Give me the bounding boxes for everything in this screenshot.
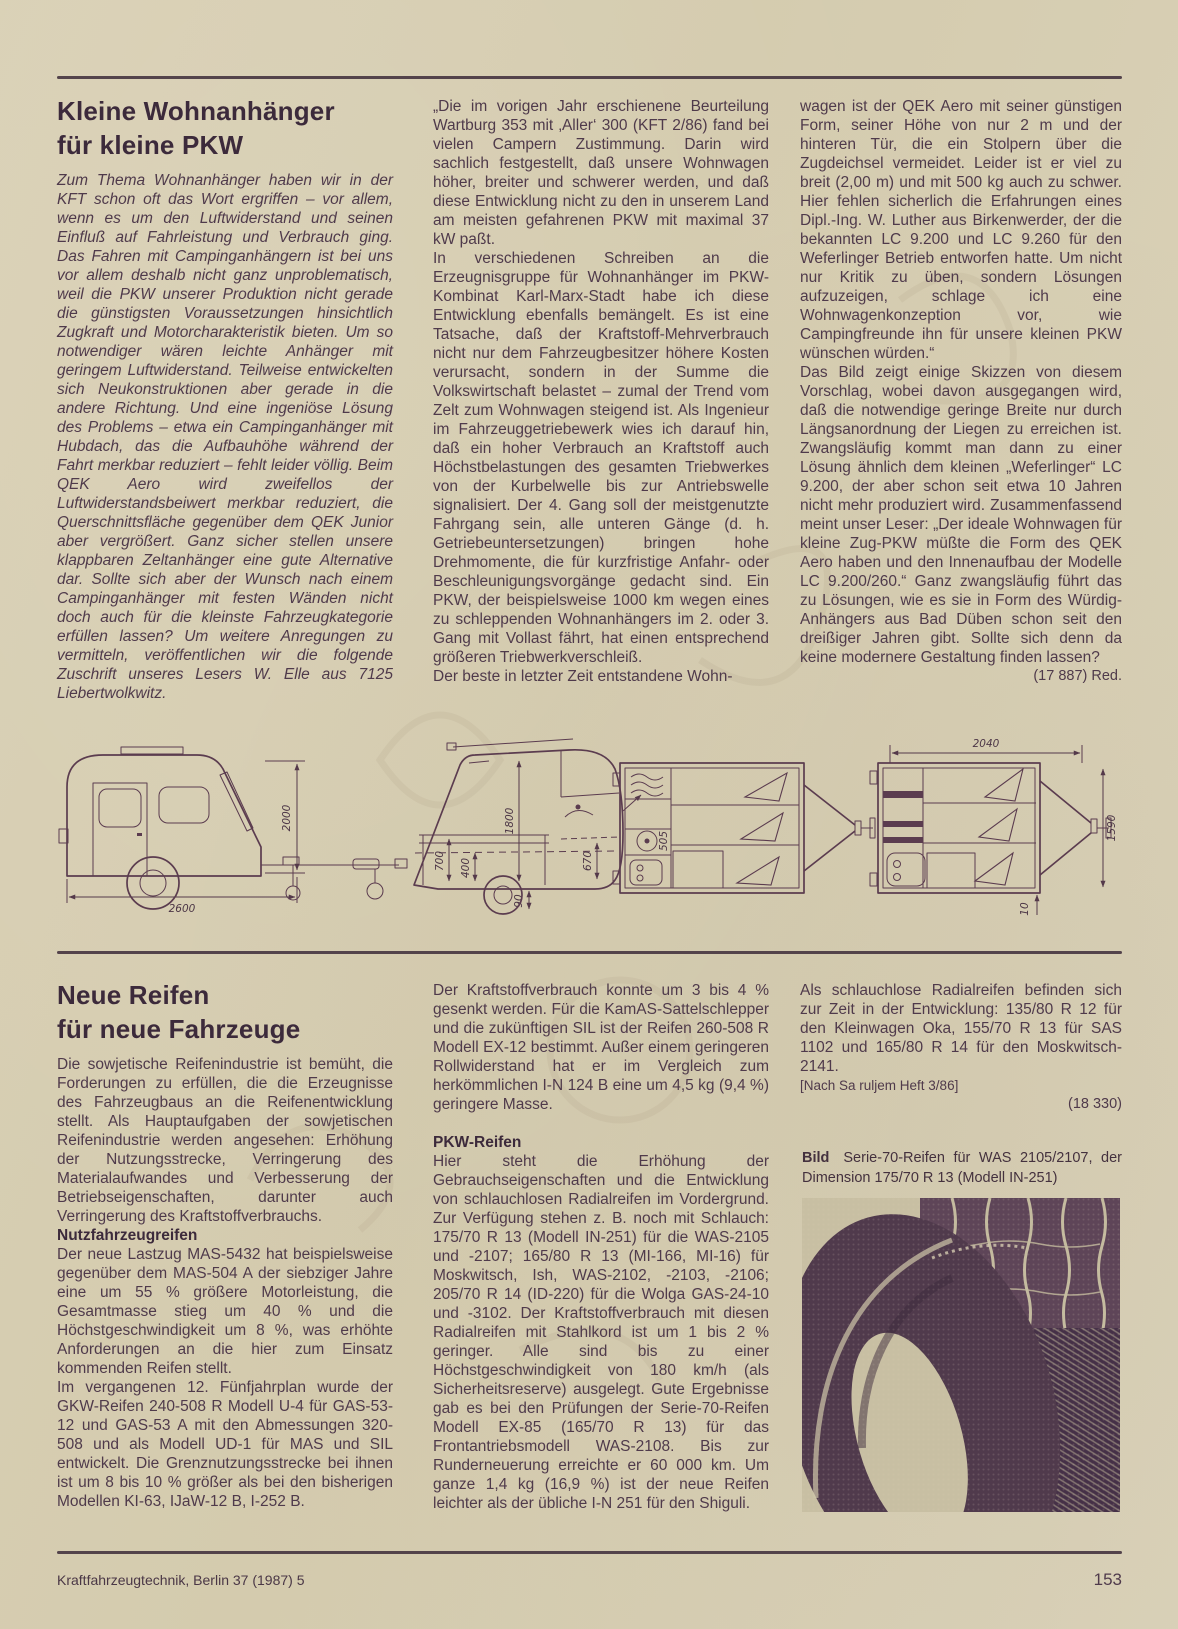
article2-title-line1: Neue Reifen [57, 980, 210, 1010]
article1-title-line1: Kleine Wohnanhänger [57, 96, 335, 126]
tire-photo [802, 1198, 1120, 1512]
journal-imprint: Kraftfahrzeugtechnik, Berlin 37 (1987) 5 [57, 1572, 305, 1588]
page-number: 153 [1093, 1570, 1122, 1589]
article2-column-2 [433, 981, 769, 1513]
drawing-floorplan-middle [613, 763, 875, 893]
page-footer [57, 1570, 1122, 1590]
article2-subhead-pkw-reifen: PKW-Reifen [433, 1134, 522, 1151]
article1-credit: (17 887) Red. [1033, 668, 1122, 684]
article2-column-1 [57, 978, 393, 1511]
drawing-floorplan-top-view [870, 738, 1118, 916]
article1-title [57, 94, 393, 162]
article2-col3-paragraph-1: Als schlauchlose Radialreifen befinden sich zur Zeit in der Entwicklung: 135/80 R 12 für den Kleinwagen Oka, 155/70 R 13 für SAS 1102 und 165/80 R 14 für den Moskwitsch-2141. [800, 982, 1122, 1075]
photo-caption [802, 1148, 1122, 1188]
article1-col2-paragraph-2: In verschiedenen Schreiben an die Erzeugnisgruppe für Wohnanhänger im PKW-Kombinat Karl-Marx-Stadt habe ich diese Entwicklung ebenfalls bemängelt. Es ist eine Tatsache, daß der Kraftstoff-Mehrverbrauch nicht nur dem Fahrzeugbesitzer höhere Kosten verursacht, sondern in der Summe die Volkswirtschaft belastet – zumal der Trend vom Zelt zum Wohnwagen steigend ist. Als Ingenieur im Fahrzeuggetriebewerk wies ich darauf hin, daß ein hoher Verbrauch an Kraftstoff auch Höchstbelastungen des gesamten Triebwerkes von der Kurbelwelle bis zur Antriebswelle signalisiert. Der 4. Gang soll der meistgenutzte Fahrgang sein, alle unteren Gänge (d. h. Getriebeuntersetzungen) bringen hohe Drehmomente, die für kurzfristige Anfahr- oder Beschleunigungsvorgänge gedacht sind. Ein PKW, der beispielsweise 1000 km wegen eines zu schleppenden Wohnanhängers im 2. oder 3. Gang mit Vollast fährt, hat einen entsprechend größeren Triebwerkverschleiß. [433, 250, 769, 666]
drawing-caravan-side-view [59, 747, 407, 915]
drawing-caravan-cutaway [414, 739, 641, 914]
article2-source: [Nach Sa ruljem Heft 3/86] [800, 1078, 959, 1093]
article2-col2-paragraph-2: Hier steht die Erhöhung der Gebrauchseigenschaften und die Entwicklung von schlauchlosen Radialreifen im Vordergrund. Zur Verfügung stehen z. B. noch mit Schlauch: 175/70 R 13 (Modell IN-251) für die WAS-2105 und -2107; 165/80 R 13 (MI-166, MI-16) für Moskwitsch, Ish, WAS-2102, -2103, -2106; 205/70 R 14 (ID-220) für die Wolga GAS-24-10 und -3102. Der Kraftstoffverbrauch mit diesen Radialreifen mit Stahlkord ist um 1 bis 2 % geringer. Alle sind bis zu einer Höchstgeschwindigkeit von 180 km/h (als Sicherheitsreserve) ausgelegt. Gute Ergebnisse gab es bei den Prüfungen der Serie-70-Reifen Modell EX-85 (165/70 R 13) für das Frontantriebsmodell WAS-2108. Bis zur Runderneuerung erreichte er 60 000 km. Um ganze 1,4 kg (16,9 %) ist der neue Reifen leichter als der übliche I-N 251 für den Shiguli. [433, 1153, 769, 1512]
dim-label-90: 90 [513, 894, 525, 908]
dim-label-505: 505 [658, 830, 670, 852]
photo-caption-text: Serie-70-Reifen für WAS 2105/2107, der Dimension 175/70 R 13 (Modell IN-251) [802, 1150, 1122, 1186]
dim-label-10: 10 [1019, 902, 1031, 916]
mid-rule [57, 951, 1122, 954]
article2-col1-paragraph-2: Der neue Lastzug MAS-5432 hat beispielsweise gegenüber dem MAS-504 A der siebziger Jahre eine um 55 % größere Motorleistung, die Gesamtmasse stieg um 40 % und die Höchstgeschwindigkeit um 8 %, was erhöhte Anforderungen an die hier zum Einsatz kommenden Reifen stellt. [57, 1246, 393, 1377]
dim-label-400: 400 [460, 857, 472, 879]
article2-subhead-nutzfahrzeugreifen: Nutzfahrzeugreifen [57, 1227, 198, 1244]
article1-column-2 [433, 97, 769, 686]
article2-col1-paragraph-1: Die sowjetische Reifenindustrie ist bemüht, die Forderungen zu erfüllen, die die Erzeugnisse des Fahrzeugbaus an die Reifenentwicklung stellt. Als Hauptaufgaben der sowjetischen Reifenindustrie werden angesehen: Erhöhung der Nutzungsstrecke, Verringerung des Materialaufwandes und Verbesserung der Betriebseigenschaften, darunter auch Verringerung des Kraftstoffverbrauchs. [57, 1056, 393, 1225]
article1-intro: Zum Thema Wohnanhänger haben wir in der KFT schon oft das Wort ergriffen – vor allem, wenn es um den Luftwiderstand und seinen Einfluß auf Fahrleistung und Verbrauch ging. Das Fahren mit Campinganhängern ist bei uns vor allem deshalb nicht ganz unproblematisch, weil die PKW unserer Produktion nicht gerade die günstigsten Voraussetzungen hinsichtlich Zugkraft und Motorcharakteristik bieten. Um so notwendiger wären leichte Anhänger mit geringem Luftwiderstand. Teilweise entwickelten sich Neukonstruktionen aber gerade in die andere Richtung. Und eine ingeniöse Lösung des Problems – etwa ein Campinganhänger mit Hubdach, das die Aufbauhöhe während der Fahrt merkbar reduziert – fehlt leider völlig. Beim QEK Aero wird zweifellos der Luftwiderstandsbeiwert merkbar reduziert, die Querschnittsfläche gegenüber dem QEK Junior aber vergrößert. Ganz sicher stellen unsere klappbaren Zeltanhänger eine gute Alternative dar. Sollte sich aber der Wunsch nach einem Campinganhänger mit festen Wänden nicht doch auch für die kleinste Fahrzeugkategorie erfüllen lassen? Um weitere Anregungen zu vermitteln, veröffentlichen wir die folgende Zuschrift unseres Lesers W. Elle aus 7125 Liebertwolkwitz. [57, 172, 393, 702]
photo-caption-label: Bild [802, 1150, 830, 1166]
dim-label-2040: 2040 [972, 738, 1000, 750]
technical-drawings [57, 733, 1122, 925]
dim-label-700: 700 [434, 850, 446, 872]
article1-col2-paragraph-1: „Die im vorigen Jahr erschienene Beurteilung Wartburg 353 mit ‚Aller‘ 300 (KFT 2/86) fand bei vielen Campern Zustimmung. Darin wird sachlich festgestellt, daß unsere Wohnwagen höher, breiter und schwerer werden, und daß diese Entwicklung nicht zu den in unserem Land am meisten gefahrenen PKW mit maximal 37 kW paßt. [433, 98, 769, 248]
article2-col1-paragraph-3: Im vergangenen 12. Fünfjahrplan wurde der GKW-Reifen 240-508 R Modell U-4 für GAS-53-12 und GAS-53 A mit den Abmessungen 320-508 und als Modell UD-1 für MAS und SIL entwickelt. Die Grenznutzungsstrecke bei ihnen ist um 8 bis 10 % größer als bei den bisherigen Modellen KI-63, IJaW-12 B, I-252 B. [57, 1379, 393, 1510]
article1-col3-paragraph-2: Das Bild zeigt einige Skizzen von diesem Vorschlag, wobei davon ausgegangen wird, daß die notwendige geringe Breite nur durch Längsanordnung der Liegen zu erreichen ist. Zwangsläufig kommt man dann zu einer Lösung ähnlich dem kleinen „Weferlinger“ LC 9.200, der aber schon seit etwa 10 Jahren nicht mehr produziert wird. Zusammenfassend meint unser Leser: „Der ideale Wohnwagen für kleine Zug-PKW müßte die Form des QEK Aero haben und den Innenaufbau der Modelle LC 9.200/260.“ Ganz zwangsläufig führt das zu Lösungen, wie es sie in Form des Würdig-Anhängers aus Bad Düben schon seit den dreißiger Jahren gibt. Sollte sich denn da keine modernere Gestaltung finden lassen? [800, 364, 1122, 666]
dim-label-2600: 2600 [168, 903, 196, 915]
article2-title [57, 978, 393, 1046]
article1-column-3 [800, 97, 1122, 686]
article2-col2-paragraph-1: Der Kraftstoffverbrauch konnte um 3 bis 4 % gesenkt werden. Für die KamAS-Sattelschlepper und die zukünftigen SIL ist der Reifen 260-508 R Modell EX-12 bestimmt. Außer einem geringeren Rollwiderstand hat er im Vergleich zum herkömmlichen I-N 124 B eine um 4,5 kg (9,4 %) geringere Masse. [433, 982, 769, 1113]
dim-label-670: 670 [582, 850, 594, 872]
article2-column-3 [800, 981, 1122, 1114]
top-rule [57, 76, 1122, 79]
article1-col3-paragraph-1: wagen ist der QEK Aero mit seiner günstigen Form, seiner Höhe von nur 2 m und der hinteren Tür, die ein Stolpern über die Zugdeichsel vermeidet. Leider ist er viel zu breit (2,00 m) und mit 500 kg auch zu schwer. Hier fehlen sicherlich die Erfahrungen eines Dipl.-Ing. W. Luther aus Birkenwerder, der die bekannten LC 9.200 und LC 9.260 für den Weferlinger Betrieb entworfen hatte. Um nicht nur Kritik zu üben, sondern Lösungen aufzuzeigen, schlage ich eine Wohnwagenkonzeption vor, wie Campingfreunde ihn für unsere kleinen PKW wünschen würden.“ [800, 98, 1122, 362]
dim-label-1590: 1590 [1106, 814, 1118, 842]
article2-title-line2: für neue Fahrzeuge [57, 1014, 301, 1044]
article1-column-1 [57, 94, 393, 703]
bottom-rule [57, 1551, 1122, 1554]
article1-title-line2: für kleine PKW [57, 130, 244, 160]
article1-col2-paragraph-3: Der beste in letzter Zeit entstandene Wohn- [433, 668, 733, 685]
dim-label-2000: 2000 [281, 804, 293, 832]
article2-credit: (18 330) [1067, 1096, 1122, 1112]
dim-label-1800: 1800 [504, 807, 516, 835]
